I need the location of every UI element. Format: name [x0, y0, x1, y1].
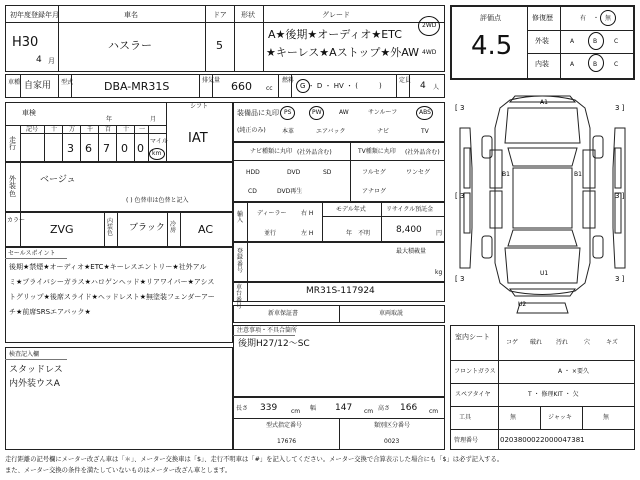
model-value: DBA-MR31S: [104, 80, 170, 93]
exterior-note: ( ) 色替車は色替と記入: [126, 197, 189, 204]
spare-value: T ・ 修理KIT ・ 欠: [528, 391, 579, 398]
ac-label: 冷房: [170, 221, 177, 234]
room-sheet-yogore: 汚れ: [556, 339, 569, 346]
class-value: 0023: [384, 438, 400, 445]
seats-label: 定員: [399, 77, 412, 84]
room-sheet-yabure: 破れ: [530, 339, 543, 346]
mile-label: マイル: [150, 138, 168, 145]
room-sheet-ana: 穴: [584, 339, 591, 346]
footer-line-2: また、メーター交換の条件を満たしていないものはメーター改ざん車とします。: [5, 467, 232, 474]
notes-value: 後期H27/12〜SC: [238, 339, 310, 349]
tv-analog: アナログ: [362, 188, 387, 195]
equip-navi: ナビ: [377, 128, 390, 135]
color-no-label: カラー: [7, 217, 26, 224]
plate-label: 車種: [8, 79, 21, 86]
car-name: ハスラー: [108, 39, 152, 52]
seats-unit: 人: [433, 84, 440, 91]
digit-header-0: 記号: [26, 126, 39, 133]
nav-dvd: DVD: [287, 169, 301, 176]
digit-3: 0: [121, 142, 128, 155]
name-label: 車名: [124, 11, 138, 19]
footer-line-1: 走行距離の記号欄にメーター改ざん車は「＊」、メーター交換車は「$」、走行不明車は「#」を記入してください。メーター交換で合算表示した場合にも「$」は必ず記入する。: [5, 456, 504, 463]
exterior-frame: [5, 162, 233, 212]
digit-header-2: 万: [69, 126, 76, 133]
check-month-unit: 月: [150, 116, 157, 123]
equip-ps: PS: [284, 109, 292, 116]
steering-right: 右 H: [301, 210, 314, 217]
new-warranty: 新車保証書: [268, 310, 299, 317]
digit-4: 0: [137, 142, 144, 155]
diag-bracket-5: 3 ]: [615, 275, 625, 283]
reg-no-label: 登録番号: [237, 248, 244, 274]
drive-selected: 2WD: [422, 22, 437, 29]
equip-tv: TV: [421, 128, 429, 135]
recycle-value: 8,400: [396, 225, 422, 235]
interior-color-label: 内装色: [107, 218, 114, 237]
exterior-label: 外装色: [9, 175, 16, 198]
recycle-label: リサイクル預託金: [386, 206, 434, 213]
car-damage-diagram: [450, 88, 635, 318]
digit-0: 3: [67, 142, 74, 155]
tv-title: TV種類に丸印: [358, 148, 396, 155]
sales-point-label: セールスポイント: [8, 250, 56, 257]
room-sheet-label: 室内シート: [455, 333, 490, 341]
km-label: km: [152, 150, 162, 157]
digit-header-1: 十: [51, 126, 58, 133]
width-unit: cm: [364, 408, 374, 415]
exterior-value: ベージュ: [40, 175, 76, 185]
digit-header-6: 一: [139, 126, 146, 133]
length-label: 長さ: [236, 405, 249, 412]
equip-sunroof: サンルーフ: [368, 109, 398, 116]
inspector-line-1: 内外装ウスA: [9, 379, 60, 389]
front-glass-label: フロントガラス: [454, 368, 496, 375]
travel-label: 走行: [9, 136, 16, 151]
nav-note: (社外品含む): [297, 149, 332, 156]
inspector-frame: [5, 347, 233, 450]
interior-grade-a: A: [570, 61, 575, 68]
plate-value: 自家用: [24, 81, 52, 91]
disp-label: 排気量: [202, 77, 221, 84]
tv-fullseg: フルセグ: [362, 169, 386, 176]
interior-grade-label: 内装: [535, 60, 549, 68]
fuel-label: 燃料: [282, 77, 295, 84]
doors-label: ドア: [213, 11, 227, 19]
exterior-grade-a: A: [570, 38, 575, 45]
room-sheet-kizu: キズ: [606, 339, 618, 346]
type-spec-label: 型式指定番号: [266, 422, 303, 429]
shift-value: IAT: [188, 131, 208, 146]
shape-label: 形状: [241, 11, 255, 19]
equip-leather: 本革: [282, 128, 295, 135]
width-label: 幅: [310, 405, 317, 412]
chassis-label: 車台番号: [236, 284, 243, 310]
diag-bracket-4: [ 3: [455, 275, 465, 283]
digit-1: 6: [85, 142, 92, 155]
rating-label: 評価点: [480, 14, 501, 22]
interior-grade-b: B: [593, 61, 598, 68]
height-unit: cm: [429, 408, 439, 415]
nav-hdd: HDD: [246, 169, 260, 176]
shift-label: シフト: [190, 103, 209, 110]
exterior-grade-label: 外装: [535, 37, 549, 45]
digit-header-5: 十: [123, 126, 130, 133]
equip-label: 装備品に丸印: [237, 109, 279, 117]
equip-sub-label: (純正のみ): [237, 127, 266, 134]
reg-year-label: 初年度登録年月: [10, 11, 59, 19]
nav-cd: CD: [248, 188, 257, 195]
sales-line-3: チ★前席SRSエアバック★: [9, 308, 91, 316]
sales-line-1: ミ★プライバシーガラス★ハロゲンヘッド★リアワイパー★アシス: [9, 278, 215, 286]
nav-dvd-play: DVD再生: [277, 188, 303, 195]
nav-title: ナビ種類に丸印: [250, 148, 293, 155]
tools-label: 工具: [459, 414, 472, 421]
length-value: 339: [260, 403, 278, 413]
inspector-line-0: スタッドレス: [9, 365, 63, 375]
repair-yes: 有: [580, 15, 587, 22]
sales-line-2: トグリップ★後席スライド★ヘッドレスト★無塗装フェンダーアー: [9, 293, 215, 301]
import-label: 輸入: [237, 211, 244, 224]
room-sheet-koge: コゲ: [506, 339, 519, 346]
jack-value: 無: [603, 414, 610, 421]
color-no-value: ZVG: [50, 223, 74, 236]
seats-value: 4: [420, 81, 426, 91]
model-year-value: 年 不明: [346, 230, 371, 237]
spare-label: スペアタイヤ: [455, 391, 491, 398]
diag-bracket-1: 3 ]: [615, 104, 625, 112]
interior-grade-c: C: [614, 61, 619, 68]
rating-score: 4.5: [471, 31, 513, 61]
notes-label: 注意事項・不具合箇所: [237, 327, 298, 334]
digit-header-4: 百: [105, 126, 112, 133]
height-label: 高さ: [378, 405, 391, 412]
recycle-unit: 円: [436, 230, 443, 237]
length-unit: cm: [291, 408, 301, 415]
fuel-options: G ・ D ・ HV ・ ( ): [300, 82, 382, 90]
max-load-label: 最大積載量: [396, 248, 427, 255]
width-value: 147: [335, 403, 353, 413]
tv-oneseg: ワンセグ: [406, 169, 431, 176]
model-label: 型式: [61, 79, 74, 86]
exterior-grade-c: C: [614, 38, 619, 45]
inspector-label: 検査記入欄: [9, 351, 40, 358]
diag-label-u1: U1: [540, 270, 549, 277]
diag-label-b1-left: B1: [502, 171, 510, 178]
interior-color-value: ブラック: [129, 223, 165, 233]
exterior-grade-b: B: [593, 38, 598, 45]
sales-line-0: 後期★禁煙★オーディオ★ETC★キーレスエントリー★社外アル: [9, 263, 207, 271]
reg-month-unit: 月: [48, 57, 55, 65]
diag-bracket-2: [ 3: [455, 192, 465, 200]
reg-year-value: H30: [12, 35, 39, 50]
disp-unit: cc: [266, 85, 273, 92]
steering-left: 左 H: [301, 230, 314, 237]
equipment-frame: [233, 102, 445, 142]
nav-sd: SD: [323, 169, 332, 176]
import-parallel: 並行: [264, 230, 277, 237]
diag-bracket-3: 3 ]: [615, 192, 625, 200]
repair-no: 無: [605, 15, 612, 22]
grade-line2: ★キーレス★Aストップ★外AW: [266, 46, 420, 59]
drive-alt: 4WD: [422, 49, 437, 56]
manage-label: 管理番号: [454, 437, 479, 444]
equip-aw: AW: [339, 109, 349, 116]
tools-value: 無: [510, 414, 517, 421]
equip-abs: ABS: [419, 109, 431, 116]
height-value: 166: [400, 403, 418, 413]
max-load-unit: kg: [435, 269, 443, 276]
check-label: 車検: [22, 109, 36, 117]
check-year-unit: 年: [106, 116, 113, 123]
import-dealer: ディーラー: [257, 210, 287, 217]
jack-label: ジャッキ: [548, 414, 572, 421]
front-glass-value: A ・ ×要久: [558, 368, 589, 375]
doors-value: 5: [216, 39, 223, 52]
reg-month-value: 4: [36, 55, 42, 65]
disp-value: 660: [231, 80, 252, 93]
model-year-label: モデル年式: [336, 206, 366, 213]
digit-2: 7: [103, 142, 110, 155]
ac-value: AC: [198, 223, 214, 236]
manage-value: 0203800022000047381: [500, 436, 585, 444]
manual: 車両取説: [379, 310, 404, 317]
diag-label-u2: U2: [518, 301, 527, 308]
grade-line1: A★後期★オーディオ★ETC: [268, 28, 402, 41]
diag-bracket-0: [ 3: [455, 104, 465, 112]
repair-label: 修復歴: [532, 14, 553, 22]
equip-pw: PW: [312, 109, 322, 116]
diag-label-b1-right: B1: [574, 171, 582, 178]
digit-header-3: 千: [87, 126, 94, 133]
diag-label-a1: A1: [540, 99, 548, 106]
type-spec-value: 17676: [277, 438, 297, 445]
grade-label: グレード: [322, 11, 350, 19]
chassis-value: MR31S-117924: [306, 286, 375, 296]
tv-note: (社外品含む): [405, 149, 440, 156]
equip-airbag: エアバック: [316, 128, 346, 135]
class-label: 類別区分番号: [374, 422, 411, 429]
